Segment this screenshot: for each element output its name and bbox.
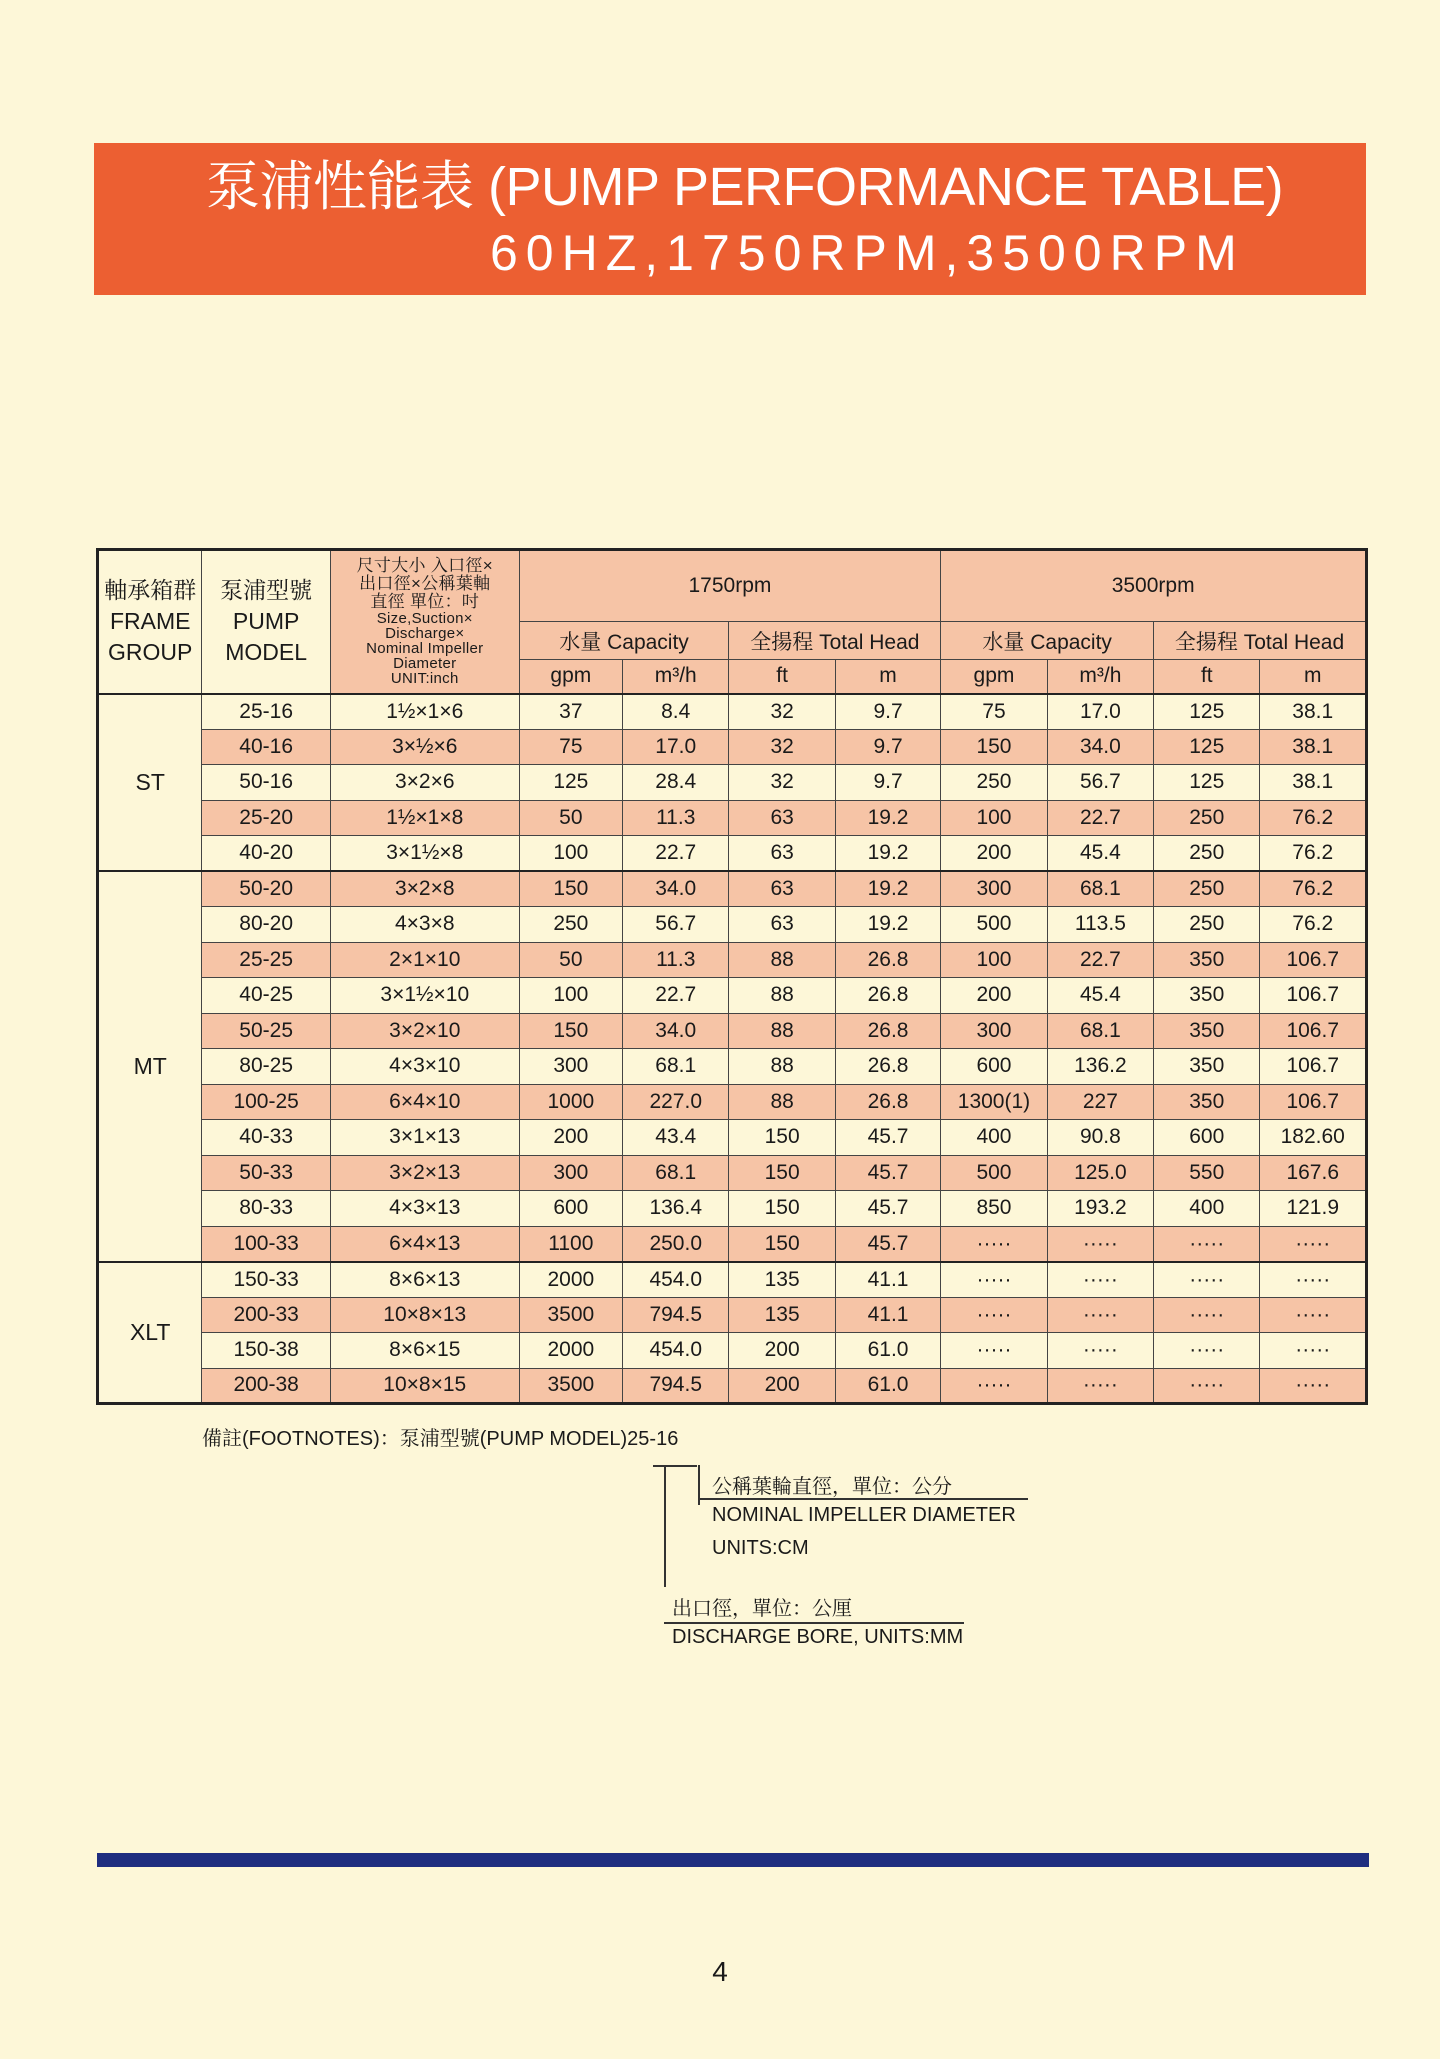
model-cell: 80-33 xyxy=(202,1191,331,1227)
capacity-1750-header: 水量 Capacity xyxy=(519,622,729,660)
value-cell: 22.7 xyxy=(1047,800,1153,836)
size-cell: 6×4×13 xyxy=(330,1226,519,1262)
value-cell: 68.1 xyxy=(1047,871,1153,907)
value-cell: 68.1 xyxy=(623,1155,729,1191)
total-head-3500-header: 全揚程 Total Head xyxy=(1154,622,1367,660)
value-cell: ····· xyxy=(1047,1333,1153,1369)
value-cell: 121.9 xyxy=(1260,1191,1367,1227)
value-cell: 300 xyxy=(519,1155,622,1191)
value-cell: 136.4 xyxy=(623,1191,729,1227)
value-cell: 200 xyxy=(729,1368,835,1404)
size-cell: 3×1×13 xyxy=(330,1120,519,1156)
value-cell: 9.7 xyxy=(835,729,940,765)
value-cell: ····· xyxy=(1260,1262,1367,1298)
size-cell: 6×4×10 xyxy=(330,1084,519,1120)
table-row xyxy=(98,1262,1367,1298)
value-cell: 500 xyxy=(941,907,1047,943)
size-cell: 3×½×6 xyxy=(330,729,519,765)
table-row xyxy=(98,1368,1367,1404)
value-cell: 600 xyxy=(519,1191,622,1227)
value-cell: 19.2 xyxy=(835,907,940,943)
value-cell: 28.4 xyxy=(623,765,729,801)
value-cell: ····· xyxy=(1154,1368,1260,1404)
table-row xyxy=(98,765,1367,801)
unit-header: ft xyxy=(1154,660,1260,694)
value-cell: 63 xyxy=(729,907,835,943)
value-cell: 37 xyxy=(519,694,622,730)
size-cell: 4×3×10 xyxy=(330,1049,519,1085)
value-cell: 45.4 xyxy=(1047,978,1153,1014)
impeller-note-zh: 公稱葉輪直徑，單位：公分 xyxy=(712,1476,952,1498)
table-row xyxy=(98,978,1367,1014)
size-cell: 3×2×8 xyxy=(330,871,519,907)
model-cell: 40-25 xyxy=(202,978,331,1014)
value-cell: ····· xyxy=(1047,1226,1153,1262)
performance-table-body xyxy=(98,694,1367,1404)
value-cell: 250 xyxy=(1154,907,1260,943)
value-cell: 1300(1) xyxy=(941,1084,1047,1120)
page-subtitle: 60HZ,1750RPM,3500RPM xyxy=(490,225,1245,281)
size-cell: 8×6×13 xyxy=(330,1262,519,1298)
value-cell: 45.4 xyxy=(1047,836,1153,872)
value-cell: 68.1 xyxy=(1047,1013,1153,1049)
table-row xyxy=(98,871,1367,907)
value-cell: 182.60 xyxy=(1260,1120,1367,1156)
value-cell: 250 xyxy=(519,907,622,943)
value-cell: 135 xyxy=(729,1297,835,1333)
value-cell: 150 xyxy=(519,1013,622,1049)
value-cell: ····· xyxy=(1260,1368,1367,1404)
footnote-line xyxy=(664,1622,964,1624)
value-cell: 106.7 xyxy=(1260,1084,1367,1120)
value-cell: ····· xyxy=(1154,1226,1260,1262)
value-cell: 350 xyxy=(1154,942,1260,978)
unit-header: gpm xyxy=(519,660,622,694)
value-cell: 38.1 xyxy=(1260,729,1367,765)
value-cell: 38.1 xyxy=(1260,694,1367,730)
value-cell: 100 xyxy=(941,942,1047,978)
model-cell: 100-33 xyxy=(202,1226,331,1262)
unit-header: ft xyxy=(729,660,835,694)
value-cell: 88 xyxy=(729,942,835,978)
footnote-line xyxy=(664,1465,666,1587)
value-cell: 9.7 xyxy=(835,765,940,801)
value-cell: 45.7 xyxy=(835,1226,940,1262)
table-row xyxy=(98,1155,1367,1191)
value-cell: 1100 xyxy=(519,1226,622,1262)
value-cell: ····· xyxy=(1154,1297,1260,1333)
rpm-3500-header: 3500rpm xyxy=(941,550,1367,622)
discharge-note-zh: 出口徑，單位：公厘 xyxy=(672,1598,852,1620)
value-cell: 400 xyxy=(941,1120,1047,1156)
table-row xyxy=(98,729,1367,765)
value-cell: 600 xyxy=(941,1049,1047,1085)
pump-model-header: 泵浦型號 PUMP MODEL xyxy=(202,550,331,694)
value-cell: 106.7 xyxy=(1260,1049,1367,1085)
value-cell: 300 xyxy=(519,1049,622,1085)
model-cell: 80-20 xyxy=(202,907,331,943)
model-cell: 50-20 xyxy=(202,871,331,907)
value-cell: 350 xyxy=(1154,978,1260,1014)
value-cell: 250 xyxy=(1154,800,1260,836)
value-cell: ····· xyxy=(1047,1368,1153,1404)
value-cell: 26.8 xyxy=(835,1013,940,1049)
size-cell: 10×8×13 xyxy=(330,1297,519,1333)
value-cell: 88 xyxy=(729,1084,835,1120)
value-cell: 22.7 xyxy=(623,978,729,1014)
unit-header: gpm xyxy=(941,660,1047,694)
model-cell: 50-25 xyxy=(202,1013,331,1049)
value-cell: 45.7 xyxy=(835,1120,940,1156)
size-cell: 4×3×8 xyxy=(330,907,519,943)
size-cell: 3×1½×10 xyxy=(330,978,519,1014)
value-cell: 41.1 xyxy=(835,1262,940,1298)
model-cell: 25-16 xyxy=(202,694,331,730)
value-cell: 227.0 xyxy=(623,1084,729,1120)
table-row xyxy=(98,1333,1367,1369)
value-cell: 500 xyxy=(941,1155,1047,1191)
value-cell: 11.3 xyxy=(623,800,729,836)
size-cell: 2×1×10 xyxy=(330,942,519,978)
value-cell: 150 xyxy=(941,729,1047,765)
model-cell: 200-38 xyxy=(202,1368,331,1404)
rpm-1750-header: 1750rpm xyxy=(519,550,941,622)
value-cell: 26.8 xyxy=(835,1049,940,1085)
model-cell: 100-25 xyxy=(202,1084,331,1120)
size-cell: 3×1½×8 xyxy=(330,836,519,872)
value-cell: 8.4 xyxy=(623,694,729,730)
frame-group-cell: MT xyxy=(98,871,202,1262)
value-cell: 17.0 xyxy=(1047,694,1153,730)
bottom-rule xyxy=(97,1853,1369,1867)
value-cell: 794.5 xyxy=(623,1368,729,1404)
footnotes-lead: 備註(FOOTNOTES)：泵浦型號(PUMP MODEL)25-16 xyxy=(202,1428,679,1450)
value-cell: 50 xyxy=(519,800,622,836)
model-cell: 25-20 xyxy=(202,800,331,836)
value-cell: 454.0 xyxy=(623,1262,729,1298)
table-row xyxy=(98,800,1367,836)
table-row xyxy=(98,1084,1367,1120)
value-cell: 56.7 xyxy=(1047,765,1153,801)
value-cell: 227 xyxy=(1047,1084,1153,1120)
value-cell: 63 xyxy=(729,871,835,907)
value-cell: 26.8 xyxy=(835,978,940,1014)
value-cell: 2000 xyxy=(519,1333,622,1369)
value-cell: 22.7 xyxy=(623,836,729,872)
value-cell: 88 xyxy=(729,978,835,1014)
value-cell: 17.0 xyxy=(623,729,729,765)
model-cell: 25-25 xyxy=(202,942,331,978)
value-cell: 136.2 xyxy=(1047,1049,1153,1085)
value-cell: 68.1 xyxy=(623,1049,729,1085)
frame-group-cell: XLT xyxy=(98,1262,202,1404)
value-cell: 11.3 xyxy=(623,942,729,978)
value-cell: 45.7 xyxy=(835,1191,940,1227)
value-cell: 61.0 xyxy=(835,1333,940,1369)
value-cell: 106.7 xyxy=(1260,1013,1367,1049)
value-cell: 45.7 xyxy=(835,1155,940,1191)
size-cell: 3×2×13 xyxy=(330,1155,519,1191)
value-cell: 75 xyxy=(519,729,622,765)
value-cell: 150 xyxy=(729,1155,835,1191)
unit-header: m³/h xyxy=(1047,660,1153,694)
model-cell: 200-33 xyxy=(202,1297,331,1333)
value-cell: 100 xyxy=(519,836,622,872)
value-cell: 34.0 xyxy=(623,1013,729,1049)
value-cell: 56.7 xyxy=(623,907,729,943)
table-row xyxy=(98,1120,1367,1156)
title-banner xyxy=(94,143,1366,295)
page-title: 泵浦性能表 (PUMP PERFORMANCE TABLE) xyxy=(206,157,1284,217)
table-row xyxy=(98,1013,1367,1049)
value-cell: 76.2 xyxy=(1260,800,1367,836)
value-cell: 550 xyxy=(1154,1155,1260,1191)
value-cell: 454.0 xyxy=(623,1333,729,1369)
table-row xyxy=(98,1226,1367,1262)
value-cell: 9.7 xyxy=(835,694,940,730)
footnote-line xyxy=(653,1465,697,1467)
value-cell: 150 xyxy=(519,871,622,907)
value-cell: 26.8 xyxy=(835,942,940,978)
table-row xyxy=(98,1191,1367,1227)
size-cell: 8×6×15 xyxy=(330,1333,519,1369)
value-cell: 125.0 xyxy=(1047,1155,1153,1191)
value-cell: 250.0 xyxy=(623,1226,729,1262)
value-cell: 61.0 xyxy=(835,1368,940,1404)
value-cell: 41.1 xyxy=(835,1297,940,1333)
model-cell: 50-16 xyxy=(202,765,331,801)
frame-group-cell: ST xyxy=(98,694,202,872)
value-cell: 63 xyxy=(729,836,835,872)
value-cell: ····· xyxy=(1154,1262,1260,1298)
model-cell: 80-25 xyxy=(202,1049,331,1085)
value-cell: 794.5 xyxy=(623,1297,729,1333)
unit-header: m³/h xyxy=(623,660,729,694)
size-header: 尺寸大小 入口徑× 出口徑×公稱葉軸 直徑 單位：吋 Size,Suction× Discharge× Nominal Impeller Diameter UNIT:inch xyxy=(330,550,519,694)
value-cell: 1000 xyxy=(519,1084,622,1120)
value-cell: 19.2 xyxy=(835,836,940,872)
model-cell: 150-38 xyxy=(202,1333,331,1369)
value-cell: 125 xyxy=(1154,694,1260,730)
capacity-3500-header: 水量 Capacity xyxy=(941,622,1154,660)
page-number: 4 xyxy=(712,1956,728,1987)
value-cell: 90.8 xyxy=(1047,1120,1153,1156)
value-cell: 200 xyxy=(941,978,1047,1014)
value-cell: 350 xyxy=(1154,1049,1260,1085)
impeller-note-en: NOMINAL IMPELLER DIAMETER xyxy=(712,1504,1016,1526)
value-cell: ····· xyxy=(1260,1297,1367,1333)
value-cell: 76.2 xyxy=(1260,907,1367,943)
size-cell: 1½×1×6 xyxy=(330,694,519,730)
value-cell: 200 xyxy=(729,1333,835,1369)
value-cell: 63 xyxy=(729,800,835,836)
value-cell: 19.2 xyxy=(835,871,940,907)
value-cell: 250 xyxy=(1154,836,1260,872)
model-cell: 40-20 xyxy=(202,836,331,872)
value-cell: 106.7 xyxy=(1260,942,1367,978)
table-row xyxy=(98,1297,1367,1333)
size-cell: 3×2×6 xyxy=(330,765,519,801)
value-cell: ····· xyxy=(1047,1262,1153,1298)
model-cell: 40-33 xyxy=(202,1120,331,1156)
value-cell: 125 xyxy=(1154,729,1260,765)
value-cell: 135 xyxy=(729,1262,835,1298)
table-row xyxy=(98,694,1367,730)
value-cell: 150 xyxy=(729,1226,835,1262)
value-cell: 76.2 xyxy=(1260,871,1367,907)
value-cell: ····· xyxy=(1260,1226,1367,1262)
value-cell: 3500 xyxy=(519,1368,622,1404)
value-cell: 50 xyxy=(519,942,622,978)
value-cell: 19.2 xyxy=(835,800,940,836)
value-cell: ····· xyxy=(941,1226,1047,1262)
value-cell: 167.6 xyxy=(1260,1155,1367,1191)
value-cell: ····· xyxy=(941,1333,1047,1369)
unit-header: m xyxy=(1260,660,1367,694)
value-cell: 88 xyxy=(729,1013,835,1049)
value-cell: 22.7 xyxy=(1047,942,1153,978)
value-cell: 300 xyxy=(941,1013,1047,1049)
value-cell: 400 xyxy=(1154,1191,1260,1227)
value-cell: ····· xyxy=(1154,1333,1260,1369)
value-cell: 2000 xyxy=(519,1262,622,1298)
value-cell: 150 xyxy=(729,1191,835,1227)
model-cell: 150-33 xyxy=(202,1262,331,1298)
value-cell: 26.8 xyxy=(835,1084,940,1120)
value-cell: 350 xyxy=(1154,1013,1260,1049)
value-cell: 43.4 xyxy=(623,1120,729,1156)
model-cell: 50-33 xyxy=(202,1155,331,1191)
value-cell: 34.0 xyxy=(1047,729,1153,765)
performance-table xyxy=(96,548,1368,1405)
value-cell: 32 xyxy=(729,765,835,801)
value-cell: 250 xyxy=(1154,871,1260,907)
value-cell: 250 xyxy=(941,765,1047,801)
value-cell: 300 xyxy=(941,871,1047,907)
value-cell: 32 xyxy=(729,694,835,730)
size-cell: 4×3×13 xyxy=(330,1191,519,1227)
value-cell: ····· xyxy=(941,1297,1047,1333)
value-cell: 850 xyxy=(941,1191,1047,1227)
value-cell: 38.1 xyxy=(1260,765,1367,801)
model-cell: 40-16 xyxy=(202,729,331,765)
value-cell: 3500 xyxy=(519,1297,622,1333)
unit-header: m xyxy=(835,660,940,694)
impeller-units: UNITS:CM xyxy=(712,1537,809,1559)
value-cell: 113.5 xyxy=(1047,907,1153,943)
table-row xyxy=(98,836,1367,872)
value-cell: 88 xyxy=(729,1049,835,1085)
table-row xyxy=(98,942,1367,978)
value-cell: ····· xyxy=(1260,1333,1367,1369)
total-head-1750-header: 全揚程 Total Head xyxy=(729,622,941,660)
value-cell: ····· xyxy=(941,1368,1047,1404)
size-cell: 1½×1×8 xyxy=(330,800,519,836)
value-cell: ····· xyxy=(941,1262,1047,1298)
value-cell: 193.2 xyxy=(1047,1191,1153,1227)
value-cell: 125 xyxy=(519,765,622,801)
value-cell: 200 xyxy=(519,1120,622,1156)
value-cell: 150 xyxy=(729,1120,835,1156)
value-cell: 75 xyxy=(941,694,1047,730)
value-cell: 106.7 xyxy=(1260,978,1367,1014)
value-cell: ····· xyxy=(1047,1297,1153,1333)
table-row xyxy=(98,907,1367,943)
value-cell: 350 xyxy=(1154,1084,1260,1120)
value-cell: 34.0 xyxy=(623,871,729,907)
size-cell: 3×2×10 xyxy=(330,1013,519,1049)
value-cell: 100 xyxy=(941,800,1047,836)
value-cell: 76.2 xyxy=(1260,836,1367,872)
value-cell: 125 xyxy=(1154,765,1260,801)
frame-group-header: 軸承箱群 FRAME GROUP xyxy=(98,550,202,694)
table-row xyxy=(98,1049,1367,1085)
value-cell: 600 xyxy=(1154,1120,1260,1156)
value-cell: 200 xyxy=(941,836,1047,872)
discharge-note-en: DISCHARGE BORE, UNITS:MM xyxy=(672,1626,964,1648)
value-cell: 100 xyxy=(519,978,622,1014)
size-cell: 10×8×15 xyxy=(330,1368,519,1404)
value-cell: 32 xyxy=(729,729,835,765)
